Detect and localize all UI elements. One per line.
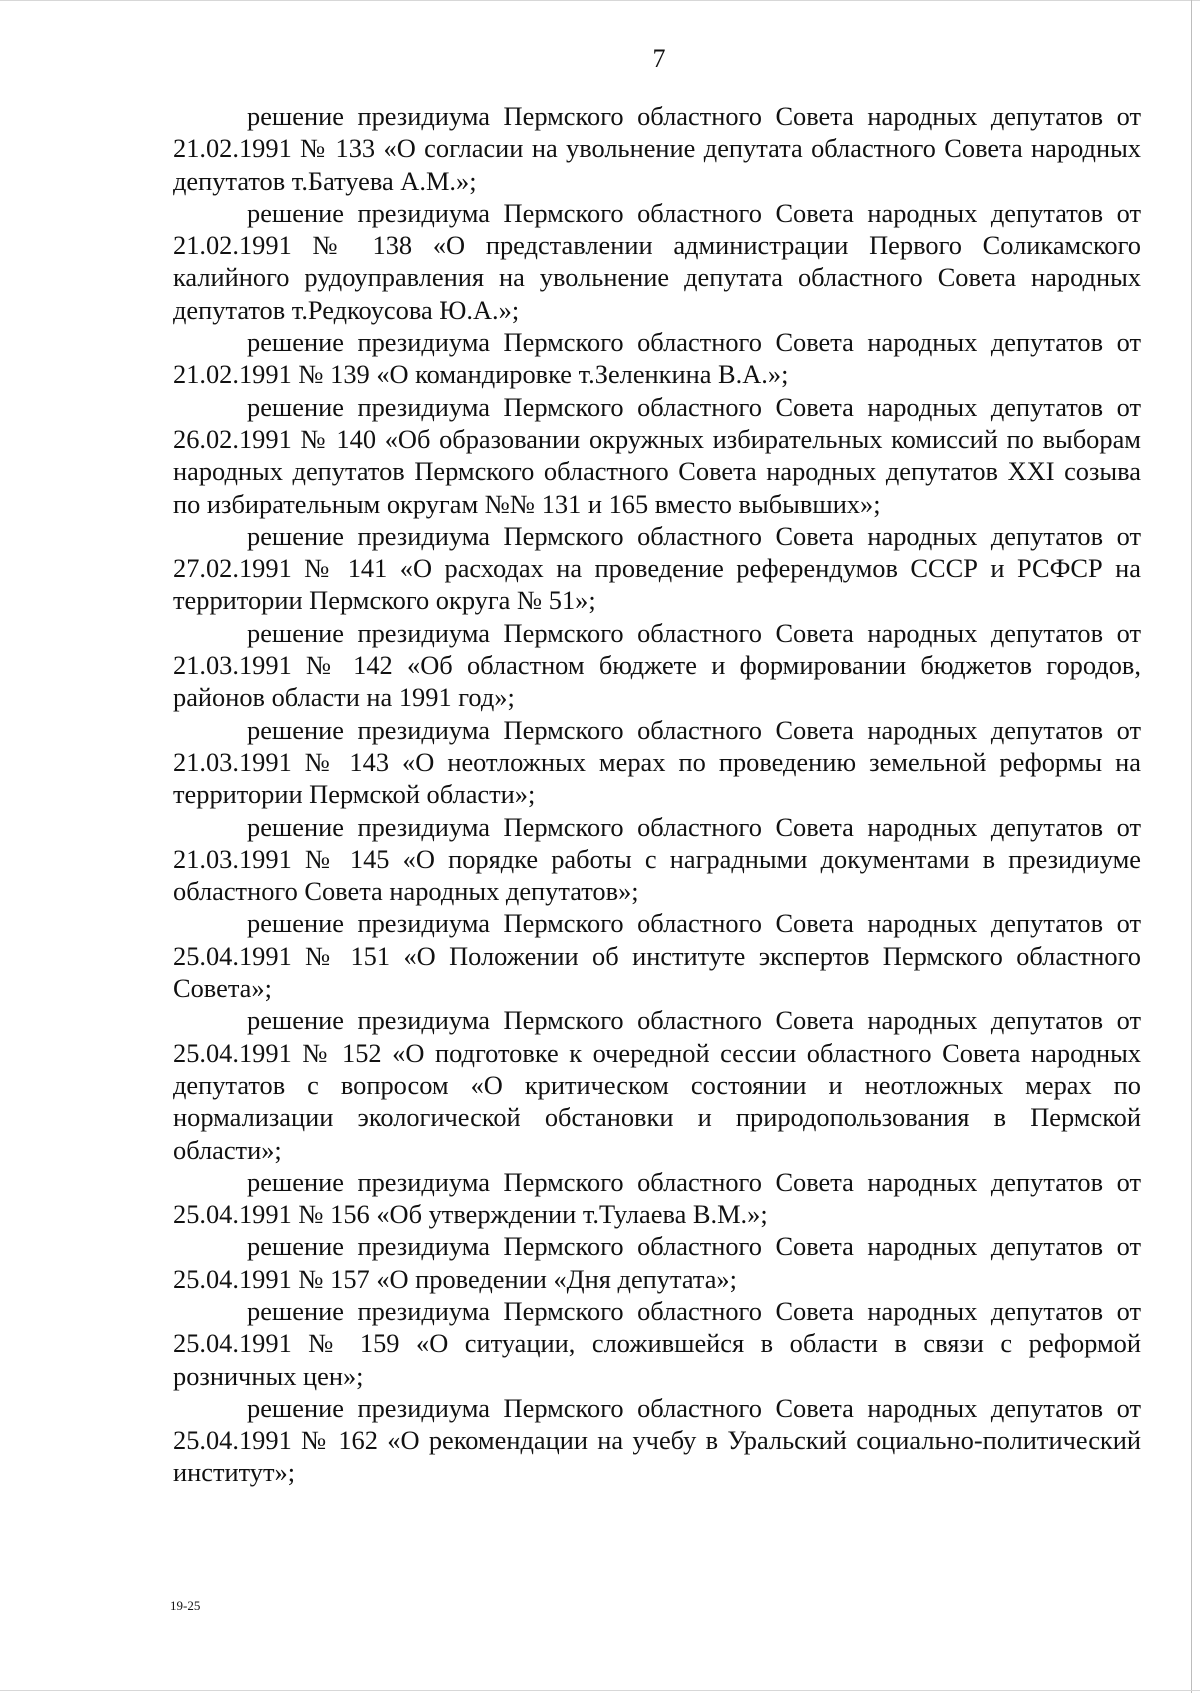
list-item: решение президиума Пермского областного Совета народных депутатов от 21.03.1991 № 145 «О порядке работы с наградными документами в президиуме областного Совета народных депутатов»; [173, 811, 1141, 907]
list-item: решение президиума Пермского областного Совета народных депутатов от 21.03.1991 № 142 «Об областном бюджете и формировании бюджетов городов, районов области на 1991 год»; [173, 617, 1141, 713]
list-item: решение президиума Пермского областного Совета народных депутатов от 25.04.1991 № 156 «Об утверждении т.Тулаева В.М.»; [173, 1166, 1141, 1230]
list-item: решение президиума Пермского областного Совета народных депутатов от 21.03.1991 № 143 «О неотложных мерах по проведению земельной реформы на территории Пермской области»; [173, 714, 1141, 810]
list-item: решение президиума Пермского областного Совета народных депутатов от 27.02.1991 № 141 «О расходах на проведение референдумов СССР и РСФСР на территории Пермского округа № 51»; [173, 520, 1141, 616]
list-item: решение президиума Пермского областного Совета народных депутатов от 25.04.1991 № 152 «О подготовке к очередной сессии областного Совета народных депутатов с вопросом «О критическом состоянии и неотложных мерах по нормализации экологической обстановки и природопользования в Пермской области»; [173, 1005, 1141, 1165]
page-number: 7 [652, 44, 666, 73]
list-item: решение президиума Пермского областного Совета народных депутатов от 21.02.1991 № 139 «О командировке т.Зеленкина В.А.»; [173, 327, 1141, 390]
list-item: решение президиума Пермского областного Совета народных депутатов от 25.04.1991 № 151 «О Положении об институте экспертов Пермского областного Совета»; [173, 908, 1141, 1004]
scan-edge-bottom [0, 1690, 1200, 1691]
list-item: решение президиума Пермского областного Совета народных депутатов от 26.02.1991 № 140 «Об образовании окружных избирательных комиссий по выборам народных депутатов Пермского областного Совета народных депутатов XXI созыва по избирательным округам №№ 131 и 165 вместо выбывших»; [173, 391, 1141, 519]
list-item: решение президиума Пермского областного Совета народных депутатов от 25.04.1991 № 159 «О ситуации, сложившейся в области в связи с реформой розничных цен»; [173, 1295, 1141, 1391]
list-item: решение президиума Пермского областного Совета народных депутатов от 21.02.1991 № 133 «О согласии на увольнение депутата областного Совета народных депутатов т.Батуева А.М.»; [173, 101, 1141, 196]
list-item: решение президиума Пермского областного Совета народных депутатов от 25.04.1991 № 162 «О рекомендации на учебу в Уральский социально-политический институт»; [173, 1392, 1141, 1488]
document-body [173, 100, 1141, 1489]
scan-edge-right [1191, 0, 1192, 1693]
list-item: решение президиума Пермского областного Совета народных депутатов от 25.04.1991 № 157 «О проведении «Дня депутата»; [173, 1231, 1141, 1294]
list-item: решение президиума Пермского областного Совета народных депутатов от 21.02.1991 № 138 «О представлении администрации Первого Соликамского калийного рудоуправления на увольнение депутата областного Совета народных депутатов т.Редкоусова Ю.А.»; [173, 197, 1141, 325]
scan-edge-top [0, 0, 1200, 1]
footer-code: 19-25 [170, 1598, 201, 1613]
